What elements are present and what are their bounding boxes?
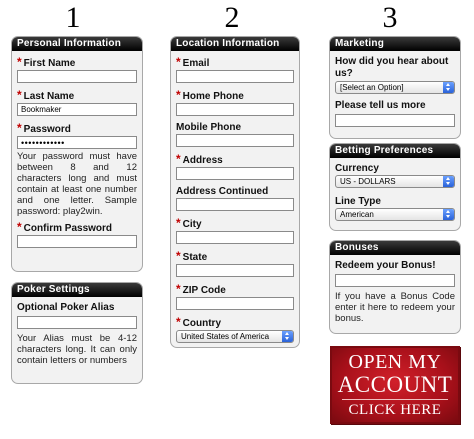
currency-selected-value: US - DOLLARS (340, 177, 396, 186)
address-continued-label: Address Continued (176, 186, 269, 197)
column-number-3: 3 (382, 1, 398, 34)
zip-code-label: ZIP Code (182, 285, 226, 296)
hear-about-us-selected-value: [Select an Option] (340, 83, 404, 92)
country-select[interactable] (176, 330, 294, 343)
currency-select[interactable] (335, 175, 455, 188)
select-arrows-icon (282, 331, 293, 342)
last-name-field (17, 89, 137, 116)
first-name-label: First Name (23, 58, 76, 69)
confirm-password-field (17, 221, 137, 248)
poker-alias-label: Optional Poker Alias (17, 302, 115, 313)
email-field (176, 56, 294, 83)
required-marker: * (176, 249, 181, 263)
required-marker: * (17, 88, 22, 102)
column-number-2: 2 (224, 1, 240, 34)
mobile-phone-field (176, 122, 294, 147)
cta-line-click-here: CLICK HERE (348, 402, 442, 418)
city-label: City (182, 219, 202, 230)
required-marker: * (176, 315, 181, 329)
email-input[interactable] (176, 70, 294, 83)
zip-code-field (176, 283, 294, 310)
country-selected-value: United States of America (181, 332, 270, 341)
state-field (176, 250, 294, 277)
line-type-selected-value: American (340, 210, 374, 219)
address-field (176, 153, 294, 180)
select-arrows-icon (443, 209, 454, 220)
required-marker: * (17, 220, 22, 234)
marketing-title: Marketing (330, 37, 460, 51)
address-label: Address (182, 155, 223, 166)
address-continued-field (176, 186, 294, 211)
home-phone-field (176, 89, 294, 116)
password-field (17, 122, 137, 217)
bonuses-panel (329, 240, 461, 334)
cta-line-account: ACCOUNT (337, 372, 453, 397)
poker-alias-input[interactable] (17, 316, 137, 329)
city-field (176, 217, 294, 244)
line-type-label: Line Type (335, 196, 381, 207)
country-label: Country (182, 318, 222, 329)
address-continued-input[interactable] (176, 198, 294, 211)
hear-about-us-select[interactable] (335, 81, 455, 94)
location-information-title: Location Information (171, 37, 299, 51)
tell-us-more-label: Please tell us more (335, 100, 426, 111)
betting-preferences-panel (329, 143, 461, 231)
select-arrows-icon (443, 82, 454, 93)
cta-divider (342, 399, 448, 400)
required-marker: * (17, 55, 22, 69)
bonus-code-input[interactable] (335, 274, 455, 287)
country-field (176, 316, 294, 343)
required-marker: * (176, 55, 181, 69)
required-marker: * (176, 282, 181, 296)
bonuses-title: Bonuses (330, 241, 460, 255)
poker-settings-title: Poker Settings (12, 283, 142, 297)
address-input[interactable] (176, 167, 294, 180)
column-number-1: 1 (65, 1, 81, 34)
poker-alias-note: Your Alias must be 4-12 characters long. It can only contain letters or numbers (17, 333, 137, 366)
betting-preferences-title: Betting Preferences (330, 144, 460, 158)
state-input[interactable] (176, 264, 294, 277)
required-marker: * (176, 152, 181, 166)
personal-information-panel (11, 36, 143, 272)
required-marker: * (176, 216, 181, 230)
email-label: Email (182, 58, 210, 69)
password-requirements-note: Your password must have between 8 and 12 characters long and must contain at least one number and one letter. Sample password: play2win. (17, 151, 137, 217)
state-label: State (182, 252, 208, 263)
last-name-label: Last Name (23, 91, 75, 102)
cta-line-open-my: OPEN MY (348, 351, 442, 373)
personal-information-title: Personal Information (12, 37, 142, 51)
last-name-input[interactable] (17, 103, 137, 116)
tell-us-more-input[interactable] (335, 114, 455, 127)
first-name-field (17, 56, 137, 83)
line-type-select[interactable] (335, 208, 455, 221)
confirm-password-label: Confirm Password (23, 223, 113, 234)
home-phone-input[interactable] (176, 103, 294, 116)
password-input[interactable] (17, 136, 137, 149)
city-input[interactable] (176, 231, 294, 244)
select-arrows-icon (443, 176, 454, 187)
bonus-note: If you have a Bonus Code enter it here to redeem your bonus. (335, 291, 455, 324)
location-information-panel (170, 36, 300, 348)
password-label: Password (23, 124, 71, 135)
hear-about-us-label: How did you hear about us? (335, 56, 449, 79)
redeem-bonus-label: Redeem your Bonus! (335, 260, 436, 271)
open-my-account-button[interactable] (330, 346, 460, 424)
mobile-phone-label: Mobile Phone (176, 122, 241, 133)
marketing-panel (329, 36, 461, 139)
currency-label: Currency (335, 163, 379, 174)
confirm-password-input[interactable] (17, 235, 137, 248)
home-phone-label: Home Phone (182, 91, 244, 102)
first-name-input[interactable] (17, 70, 137, 83)
zip-code-input[interactable] (176, 297, 294, 310)
poker-settings-panel (11, 282, 143, 384)
required-marker: * (176, 88, 181, 102)
mobile-phone-input[interactable] (176, 134, 294, 147)
required-marker: * (17, 121, 22, 135)
